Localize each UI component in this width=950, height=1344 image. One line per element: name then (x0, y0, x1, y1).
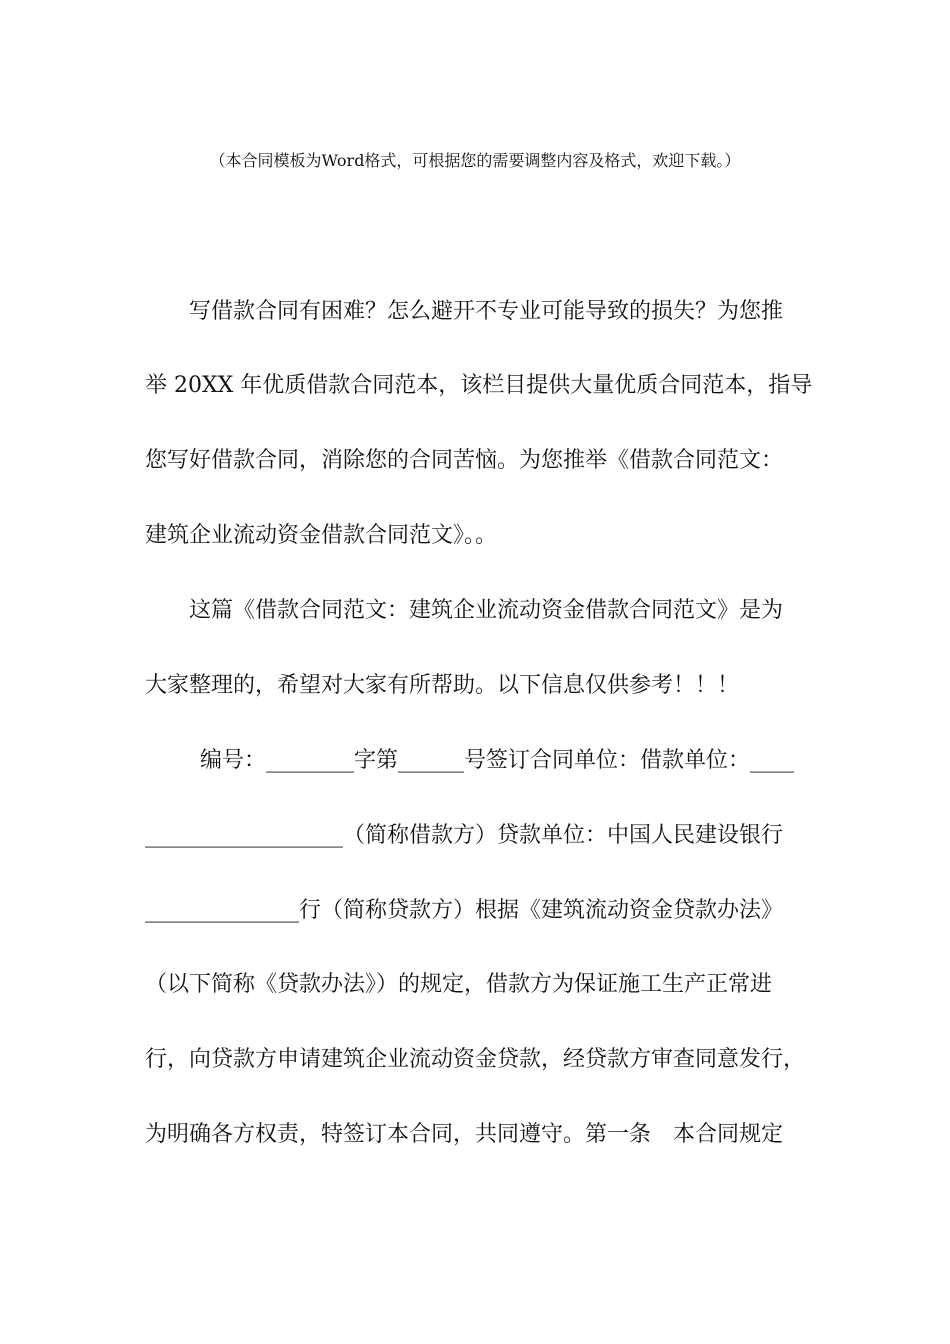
paragraph-line: 举 20XX 年优质借款合同范本，该栏目提供大量优质合同范本，指导 (145, 373, 813, 398)
template-format-note: （本合同模板为Word格式，可根据您的需要调整内容及格式，欢迎下载。） (209, 151, 741, 170)
paragraph-line: 写借款合同有困难？怎么避开不专业可能导致的损失？为您推 (189, 299, 784, 324)
paragraph-line: ______________行（简称贷款方）根据《建筑流动资金贷款办法》 (145, 898, 784, 923)
paragraph-line: 行，向贷款方申请建筑企业流动资金贷款，经贷款方审查同意发行， (145, 1047, 806, 1072)
paragraph-line: 为明确各方权责，特签订本合同，共同遵守。第一条 本合同规定 (145, 1122, 784, 1147)
paragraph-line: 这篇《借款合同范文：建筑企业流动资金借款合同范文》是为 (189, 598, 784, 623)
paragraph-line: __________________（简称借款方）贷款单位：中国人民建设银行 (145, 823, 784, 848)
paragraph-line: 大家整理的，希望对大家有所帮助。以下信息仅供参考！！！ (145, 673, 740, 698)
contract-number-line: 编号：________字第______号签订合同单位：借款单位：____ (200, 748, 795, 773)
paragraph-line: 您写好借款合同，消除您的合同苦恼。为您推举《借款合同范文： (145, 448, 784, 473)
paragraph-line: （以下简称《贷款办法》）的规定，借款方为保证施工生产正常进 (145, 972, 773, 997)
paragraph-line: 建筑企业流动资金借款合同范文》。。 (145, 523, 498, 548)
